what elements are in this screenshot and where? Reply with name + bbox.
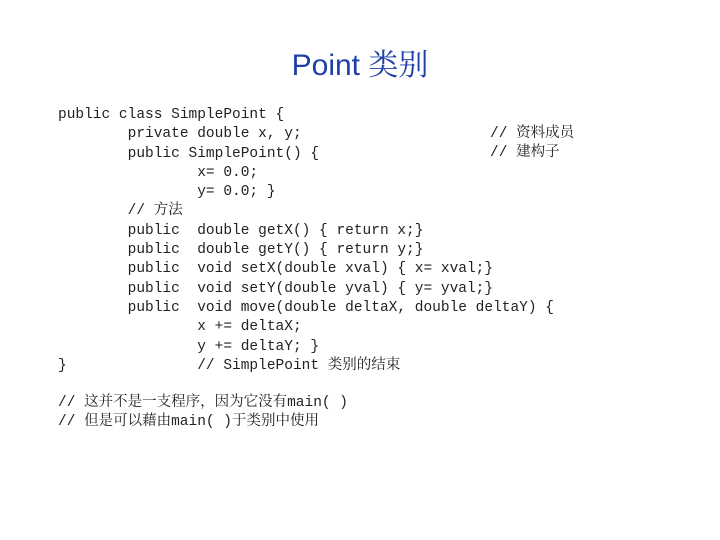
code-line: private double x, y;: [58, 126, 302, 143]
code-line: public double getY() { return y;}: [58, 242, 424, 259]
code-line: x= 0.0;: [58, 164, 259, 181]
code-line: y += deltaY; }: [58, 338, 320, 355]
code-line: // 方法: [58, 203, 183, 220]
code-line: } // SimplePoint 类别的结束: [58, 357, 401, 374]
comment-constructor: // 建构子: [490, 145, 560, 161]
code-line: public SimplePoint() {: [58, 145, 320, 162]
comment-data-members: // 资料成员: [490, 126, 575, 142]
code-line: public void setX(double xval) { x= xval;}: [58, 261, 494, 278]
slide-title: Point 类别: [291, 49, 429, 82]
code-block: [58, 106, 554, 376]
code-line: x += deltaX;: [58, 319, 302, 336]
footer-line: // 但是可以藉由main( )于类别中使用: [58, 414, 320, 431]
code-line: public void move(double deltaX, double deltaY) {: [58, 299, 554, 316]
footer-line: // 这并不是一支程序，因为它没有main( ): [58, 395, 349, 411]
code-line: public void setY(double yval) { y= yval;}: [58, 280, 494, 297]
code-line: y= 0.0; }: [58, 184, 276, 201]
footer-comments: [58, 394, 348, 433]
code-line: public double getX() { return x;}: [58, 222, 424, 239]
code-line: public class SimplePoint {: [58, 107, 285, 123]
